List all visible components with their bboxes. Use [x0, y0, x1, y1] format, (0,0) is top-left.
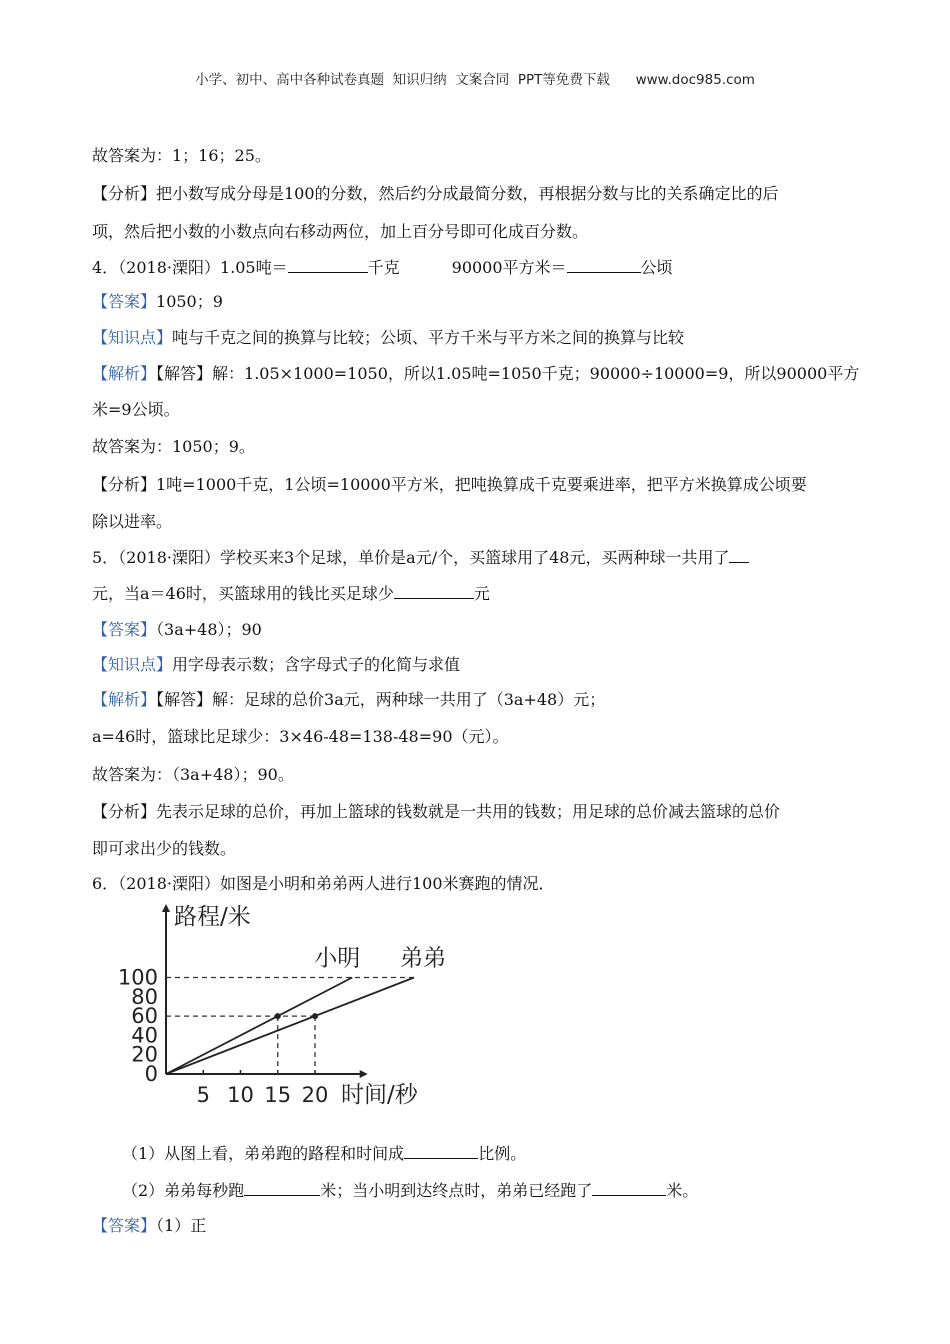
series-line	[166, 978, 414, 1075]
solution-tag: 【解析】	[92, 364, 157, 383]
answer-line-q4: 故答案为：1050；9。	[92, 437, 255, 456]
x-tick-label: 10	[227, 1083, 254, 1107]
series-label: 弟弟	[400, 945, 447, 972]
chart-labels	[118, 904, 446, 1108]
solution-q4-text: 【解答】解：1.05×1000=1050，所以1.05吨=1050千克；90000÷10000=9，所以90000平方	[156, 364, 860, 383]
q6-part1	[122, 1144, 526, 1164]
q4-blank-2[interactable]	[567, 258, 641, 273]
q6-2-blank-2[interactable]	[592, 1181, 666, 1196]
question-6: 6．（2018·溧阳）如图是小明和弟弟两人进行100米赛跑的情况．	[92, 874, 555, 893]
knowledge-q5	[92, 655, 460, 675]
analysis-q3-line2: 项，然后把小数的小数点向右移动两位，加上百分号即可化成百分数。	[92, 222, 589, 241]
answer-line-q5: 故答案为：（3a+48）；90。	[92, 765, 294, 784]
q4-blank-1[interactable]	[288, 258, 368, 273]
q6-2-text-a: （2）弟弟每秒跑	[122, 1181, 245, 1200]
y-tick-label: 0	[144, 1062, 158, 1086]
q5-text-b: 元，当a＝46时，买篮球用的钱比买足球少	[92, 584, 394, 603]
answer-q5	[92, 620, 262, 640]
race-line-chart	[112, 902, 457, 1112]
analysis-q4-line1: 【分析】1吨=1000千克，1公顷=10000平方米，把吨换算成千克要乘进率，把平方米换算成公顷要	[92, 475, 807, 494]
x-tick-label: 15	[264, 1083, 292, 1107]
q6-1-text-a: （1）从图上看，弟弟跑的路程和时间成	[122, 1144, 405, 1163]
answer-tag: 【答案】	[92, 292, 157, 311]
x-tick-label: 5	[196, 1083, 210, 1107]
solution-q5-line2: a=46时，篮球比足球少：3×46-48=138-48=90（元）。	[92, 727, 509, 746]
page-header: 小学、初中、高中各种试卷真题 知识归纳 文案合同 PPT等免费下载 www.doc985.com	[195, 72, 755, 88]
q4-text-b: 千克	[367, 258, 400, 277]
q5-text-c: 元	[473, 584, 490, 603]
y-tick-label: 80	[131, 984, 158, 1009]
data-point	[275, 1013, 281, 1019]
q6-2-text-b: 米；当小明到达终点时，弟弟已经跑了	[320, 1181, 593, 1200]
q6-1-blank[interactable]	[404, 1144, 478, 1159]
answer-q6	[92, 1216, 206, 1236]
q6-part2	[122, 1181, 698, 1201]
y-tick-label: 60	[131, 1004, 158, 1029]
y-axis-arrow	[162, 904, 170, 912]
question-5-line2	[92, 584, 490, 604]
q4-text-d: 公顷	[640, 258, 673, 277]
answer-tag: 【答案】	[92, 620, 157, 639]
analysis-q5-line2: 即可求出少的钱数。	[92, 839, 237, 858]
answer-q4-text: 1050；9	[156, 292, 223, 311]
solution-tag: 【解析】	[92, 690, 157, 709]
x-axis-label: 时间/秒	[341, 1082, 418, 1108]
q6-1-text-b: 比例。	[478, 1144, 527, 1163]
question-5-line1	[92, 548, 749, 568]
analysis-q4-line2: 除以进率。	[92, 512, 173, 531]
knowledge-tag: 【知识点】	[92, 328, 173, 347]
analysis-q5-line1: 【分析】先表示足球的总价，再加上篮球的钱数就是一共用的钱数；用足球的总价减去篮球的总价	[92, 802, 781, 821]
chart-axes	[162, 904, 368, 1078]
question-4	[92, 258, 673, 278]
q5-blank-2[interactable]	[394, 584, 474, 599]
y-tick-label: 20	[131, 1042, 158, 1067]
solution-q5-text: 【解答】解：足球的总价3a元，两种球一共用了（3a+48）元；	[156, 690, 606, 709]
answer-q6-text: （1）正	[156, 1216, 207, 1235]
answer-tag: 【答案】	[92, 1216, 157, 1235]
solution-q4-line1	[92, 364, 859, 384]
data-point	[312, 1013, 318, 1019]
y-tick-label: 40	[131, 1023, 158, 1048]
answer-q4	[92, 292, 223, 312]
x-tick-label: 20	[301, 1083, 329, 1107]
knowledge-q4	[92, 328, 684, 348]
solution-q5-line1	[92, 690, 605, 710]
x-axis-arrow	[360, 1070, 368, 1078]
q4-text-a: 4．（2018·溧阳）1.05吨＝	[92, 258, 288, 277]
analysis-q3-line1: 【分析】把小数写成分母是100的分数，然后约分成最简分数，再根据分数与比的关系确定比的后	[92, 184, 779, 203]
series-label: 小明	[314, 945, 361, 972]
answer-line-q3: 故答案为：1；16；25。	[92, 146, 271, 165]
knowledge-tag: 【知识点】	[92, 655, 173, 674]
y-tick-label: 100	[117, 965, 158, 990]
q6-2-blank-1[interactable]	[244, 1181, 320, 1196]
q6-2-text-c: 米。	[666, 1181, 699, 1200]
solution-q4-line2: 米=9公顷。	[92, 400, 180, 419]
knowledge-q4-text: 吨与千克之间的换算与比较；公顷、平方千米与平方米之间的换算与比较	[172, 328, 685, 347]
chart-series	[166, 978, 414, 1075]
q5-blank-1[interactable]	[729, 548, 749, 563]
series-line	[166, 978, 352, 1075]
y-axis-label: 路程/米	[174, 904, 251, 930]
answer-q5-text: （3a+48）；90	[156, 620, 262, 639]
q4-text-c: 90000平方米＝	[451, 258, 567, 277]
q5-text-a: 5．（2018·溧阳）学校买来3个足球，单价是a元/个，买篮球用了48元，买两种球一共用了	[92, 548, 730, 567]
knowledge-q5-text: 用字母表示数；含字母式子的化简与求值	[172, 655, 461, 674]
